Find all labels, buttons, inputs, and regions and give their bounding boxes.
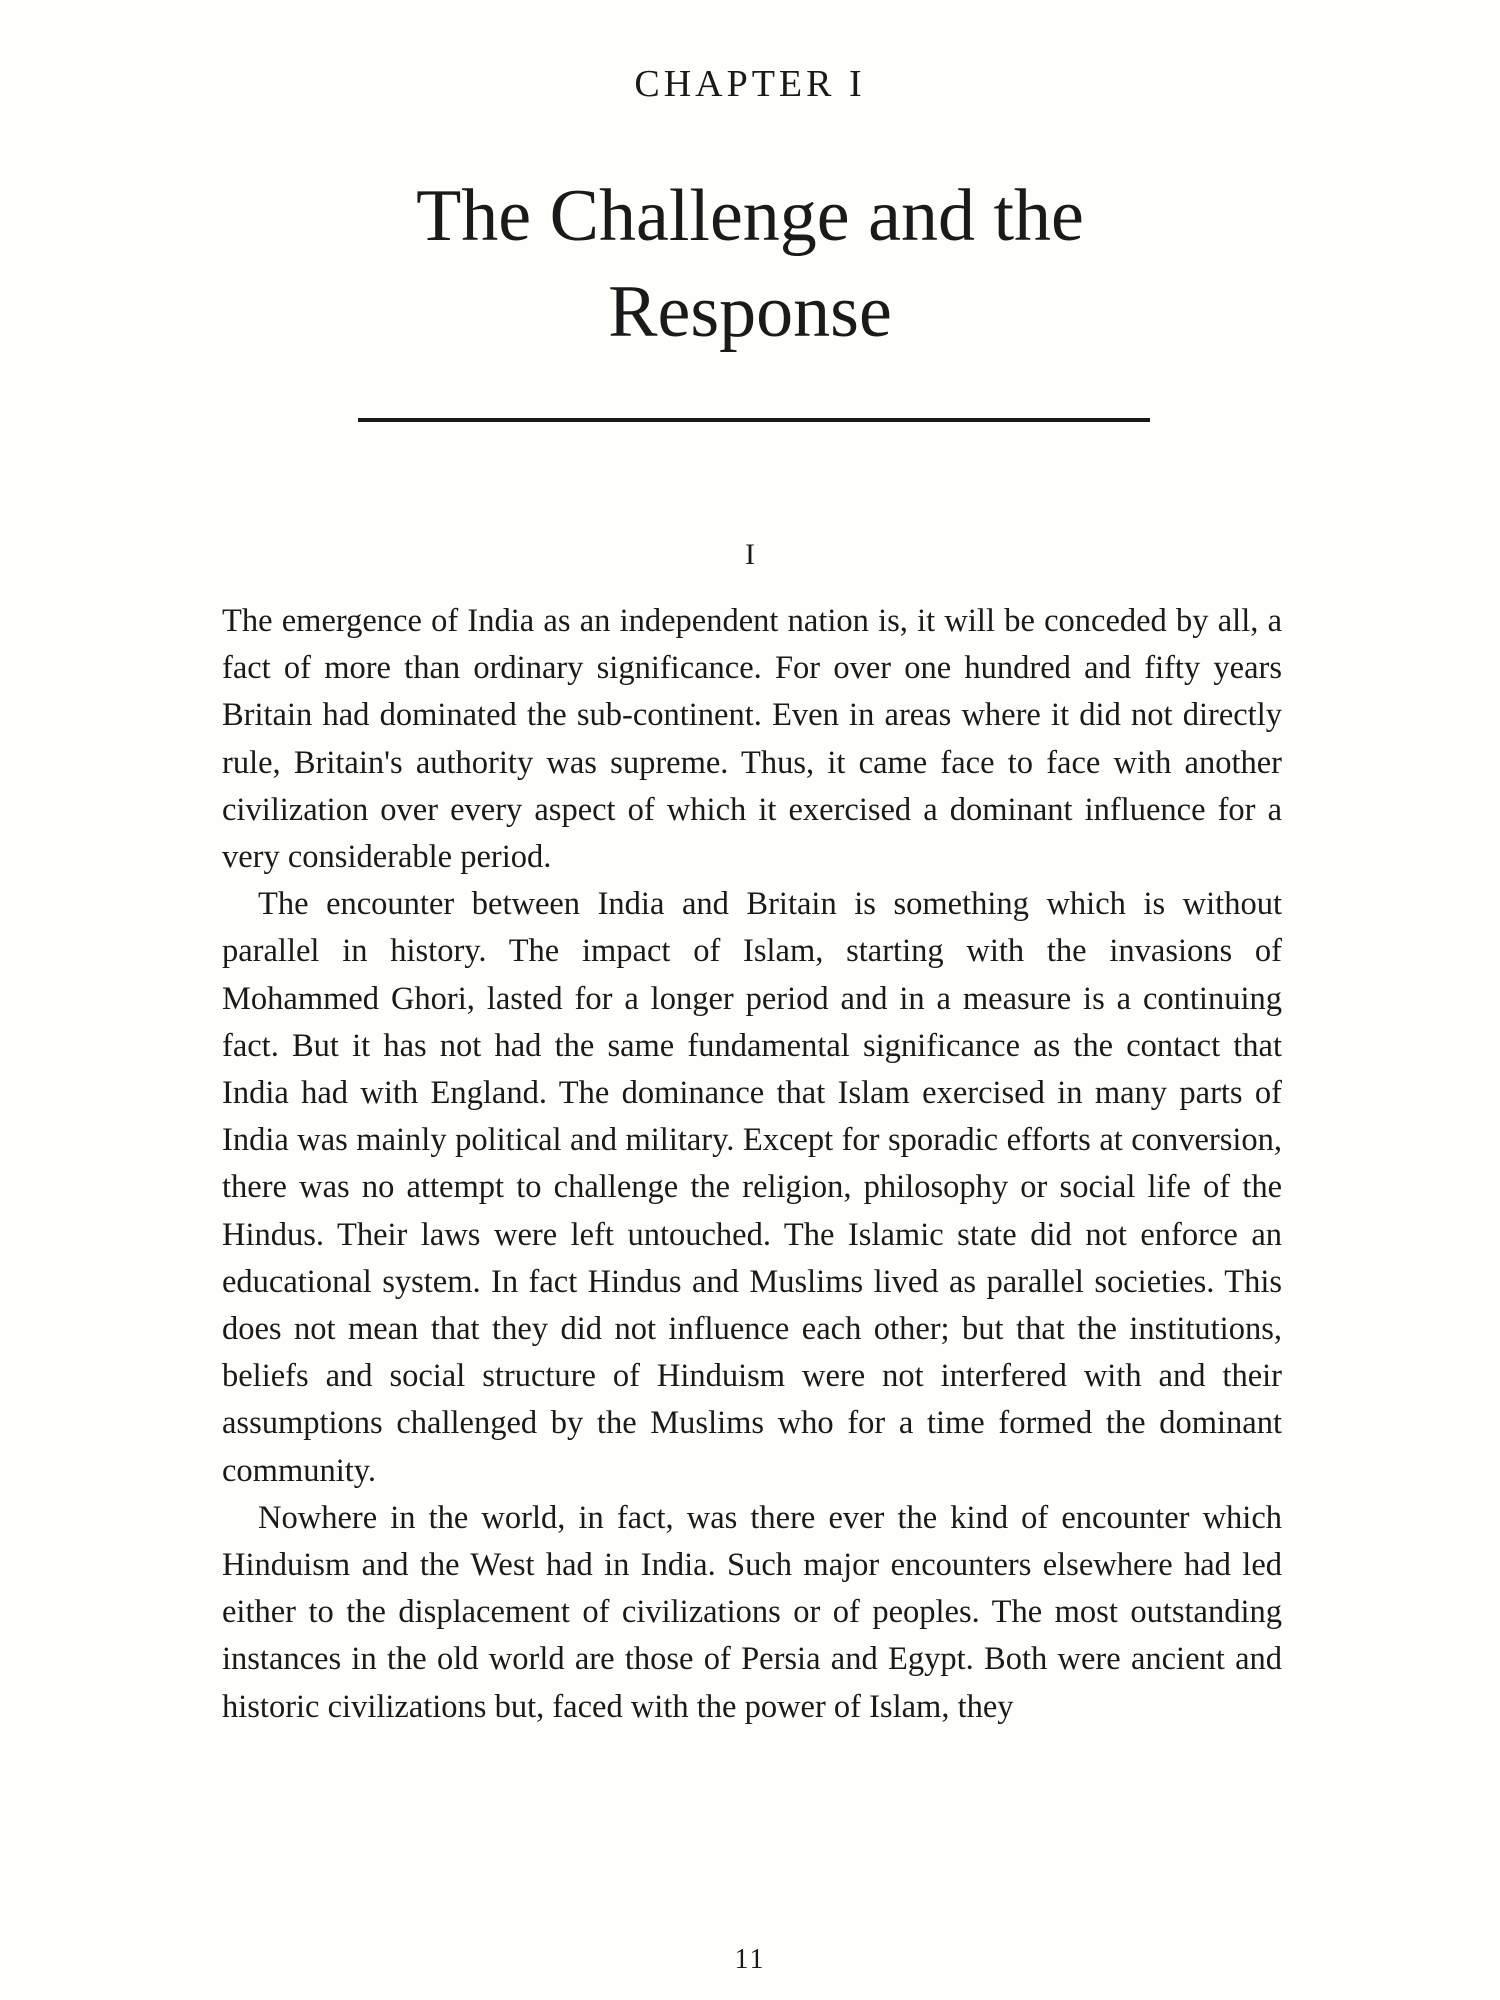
paragraph-2: The encounter between India and Britain is something which is without parallel in history. The impact of Islam, starting with the invasions of Mohammed Ghori, lasted for a longer period and in a measure is a continuing fact. But it has not had the same fundamental significance as the contact that India had with England. The dominance that Islam exercised in many parts of India was mainly political and military. Except for sporadic efforts at conversion, there was no attempt to challenge the religion, philosophy or social life of the Hindus. Their laws were left untouched. The Islamic state did not enforce an educational system. In fact Hindus and Muslims lived as parallel societies. This does not mean that they did not influence each other; but that the institutions, beliefs and social structure of Hinduism were not interfered with and their assumptions challenged by the Muslims who for a time formed the dominant community. <box>222 886 1282 1489</box>
chapter-title-line-1: The Challenge and the <box>416 175 1084 257</box>
body-text <box>222 598 1282 1731</box>
page-number: 11 <box>734 1944 766 1975</box>
chapter-label: CHAPTER I <box>634 63 866 105</box>
paragraph-3: Nowhere in the world, in fact, was there ever the kind of encounter which Hinduism and the West had in India. Such major encounters elsewhere had led either to the displacement of civilizations or of peoples. The most outstanding instances in the old world are those of Persia and Egypt. Both were ancient and historic civilizations but, faced with the power of Islam, they <box>222 1499 1282 1725</box>
title-divider <box>358 418 1150 422</box>
section-numeral: I <box>745 538 755 571</box>
chapter-title-line-2: Response <box>608 271 892 353</box>
paragraph-1: The emergence of India as an independent nation is, it will be conceded by all, a fact of more than ordinary significance. For over one hundred and fifty years Britain had dominated the sub-continent. Even in areas where it did not directly rule, Britain's authority was supreme. Thus, it came face to face with another civilization over every aspect of which it exercised a dominant influence for a very considerable period. <box>222 603 1282 876</box>
chapter-title <box>0 168 1500 360</box>
